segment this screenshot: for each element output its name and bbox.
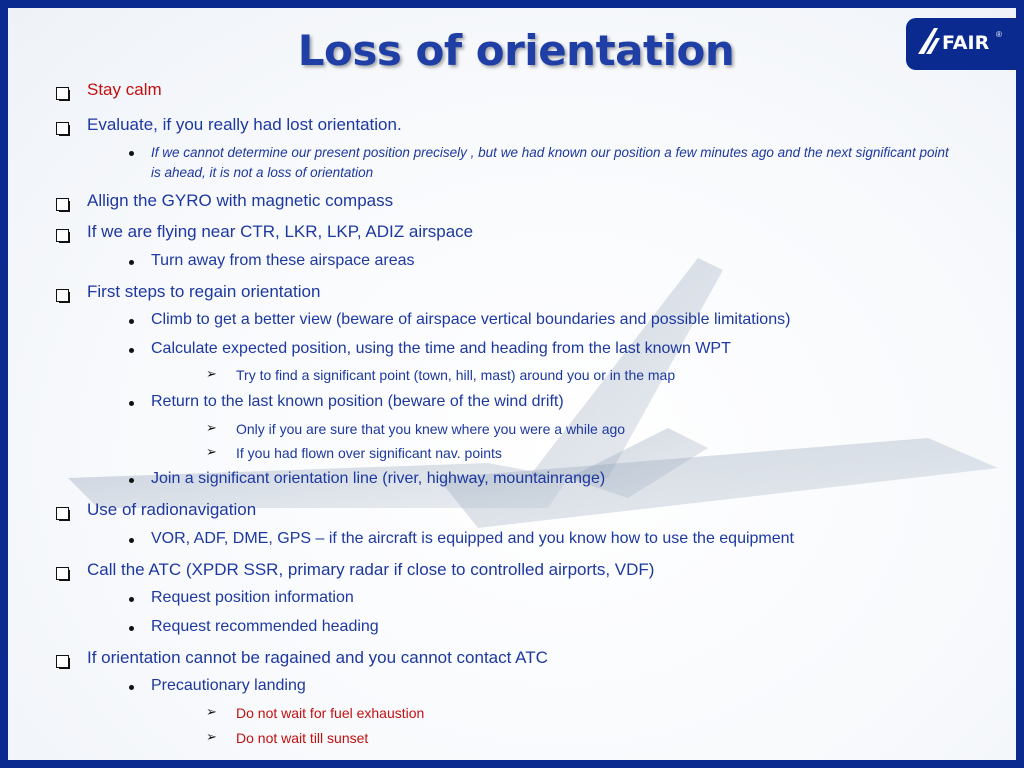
item-find-point: Try to find a significant point (town, hill, mast) around you or in the map	[236, 367, 676, 383]
item-request-heading: Request recommended heading	[151, 618, 379, 635]
slide-title: Loss of orientation	[297, 26, 735, 75]
arrow-bullet-icon: ➢	[206, 366, 217, 381]
bullet-dot-icon	[129, 478, 134, 483]
checkbox-bullet-icon	[56, 198, 69, 211]
logo-trademark: ®	[996, 30, 1002, 39]
item-only-if: Only if you are sure that you knew where you were a while ago	[236, 421, 626, 437]
item-evaluate: Evaluate, if you really had lost orientation.	[87, 115, 402, 134]
item-join-line: Join a significant orientation line (river, highway, mountainrange)	[151, 470, 606, 487]
checkbox-bullet-icon	[56, 229, 69, 242]
item-note: If we cannot determine our present position precisely , but we had known our position a few minutes ago and the next significant point is ahead, it is not a loss of orientation	[151, 145, 949, 180]
bullet-dot-icon	[129, 260, 134, 265]
item-flown-over: If you had flown over significant nav. points	[236, 445, 502, 461]
item-calculate: Calculate expected position, using the time and heading from the last known WPT	[151, 340, 731, 357]
item-cannot-regain: If orientation cannot be ragained and you cannot contact ATC	[87, 648, 548, 667]
item-sunset: Do not wait till sunset	[236, 730, 369, 746]
item-gyro: Allign the GYRO with magnetic compass	[87, 191, 394, 210]
checkbox-bullet-icon	[56, 289, 69, 302]
slide	[8, 8, 1016, 760]
logo-mark-icon	[916, 26, 942, 56]
checkbox-bullet-icon	[56, 507, 69, 520]
bullet-dot-icon	[129, 319, 134, 324]
item-stay-calm: Stay calm	[87, 80, 162, 99]
bullet-dot-icon	[129, 597, 134, 602]
item-turn-away: Turn away from these airspace areas	[151, 252, 415, 269]
bullet-dot-icon	[129, 538, 134, 543]
checkbox-bullet-icon	[56, 567, 69, 580]
item-climb: Climb to get a better view (beware of airspace vertical boundaries and possible limitations)	[151, 311, 791, 328]
logo-text: FAIR	[942, 32, 990, 54]
item-return: Return to the last known position (beware of the wind drift)	[151, 393, 564, 410]
item-airspace: If we are flying near CTR, LKR, LKP, ADIZ airspace	[87, 222, 474, 241]
item-precautionary: Precautionary landing	[151, 677, 306, 694]
item-call-atc: Call the ATC (XPDR SSR, primary radar if close to controlled airports, VDF)	[87, 560, 655, 579]
bullet-dot-icon	[129, 626, 134, 631]
arrow-bullet-icon: ➢	[206, 420, 217, 435]
item-vor: VOR, ADF, DME, GPS – if the aircraft is equipped and you know how to use the equipment	[151, 530, 794, 547]
item-radionav: Use of radionavigation	[87, 500, 257, 519]
checkbox-bullet-icon	[56, 655, 69, 668]
arrow-bullet-icon: ➢	[206, 444, 217, 459]
bullet-dot-icon	[129, 401, 134, 406]
bullet-dot-icon	[129, 151, 134, 156]
bullet-dot-icon	[129, 348, 134, 353]
checkbox-bullet-icon	[56, 87, 69, 100]
bullet-dot-icon	[129, 685, 134, 690]
item-fuel: Do not wait for fuel exhaustion	[236, 705, 425, 721]
item-first-steps: First steps to regain orientation	[87, 282, 321, 301]
checkbox-bullet-icon	[56, 122, 69, 135]
arrow-bullet-icon: ➢	[206, 704, 217, 719]
item-request-position: Request position information	[151, 589, 354, 606]
fair-logo	[906, 18, 1016, 70]
arrow-bullet-icon: ➢	[206, 729, 217, 744]
